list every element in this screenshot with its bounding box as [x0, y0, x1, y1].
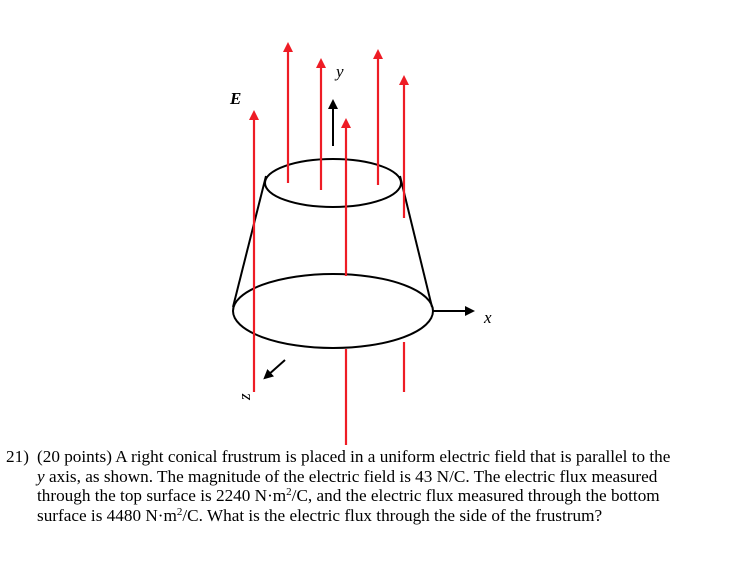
problem-text: [37, 447, 742, 525]
problem-line-text: /C, and the electric flux measured through the bottom: [291, 486, 660, 506]
problem-number: 21): [6, 447, 29, 466]
field-label: E: [230, 89, 242, 108]
problem-line-text: through the top surface is 2240 N·m: [37, 486, 287, 506]
problem-line-text: /C. What is the electric flux through the side of the frustrum?: [182, 505, 603, 525]
problem-line-text: axis, as shown. The magnitude of the electric field is 43 N/C. The electric flux measured: [44, 466, 658, 486]
left-side-edge: [233, 176, 266, 307]
y-variable: y: [37, 466, 45, 486]
problem-line: [37, 467, 742, 487]
problem-line: [37, 486, 742, 506]
z-axis: [267, 360, 285, 376]
exponent: 2: [286, 486, 292, 499]
problem-line: (20 points) A right conical frustrum is placed in a uniform electric field that is parallel to the: [37, 447, 671, 466]
y-axis-label: y: [336, 62, 344, 81]
top-surface: [265, 159, 401, 207]
electric-field-arrows: [254, 47, 404, 445]
z-axis-label: z: [235, 393, 254, 400]
problem-statement: [6, 447, 742, 525]
exponent: 2: [176, 505, 183, 518]
x-axis-label: x: [484, 308, 492, 327]
problem-line-text: surface is 4480 N·m: [37, 505, 177, 525]
bottom-surface: [233, 274, 433, 348]
problem-line: [37, 506, 742, 526]
